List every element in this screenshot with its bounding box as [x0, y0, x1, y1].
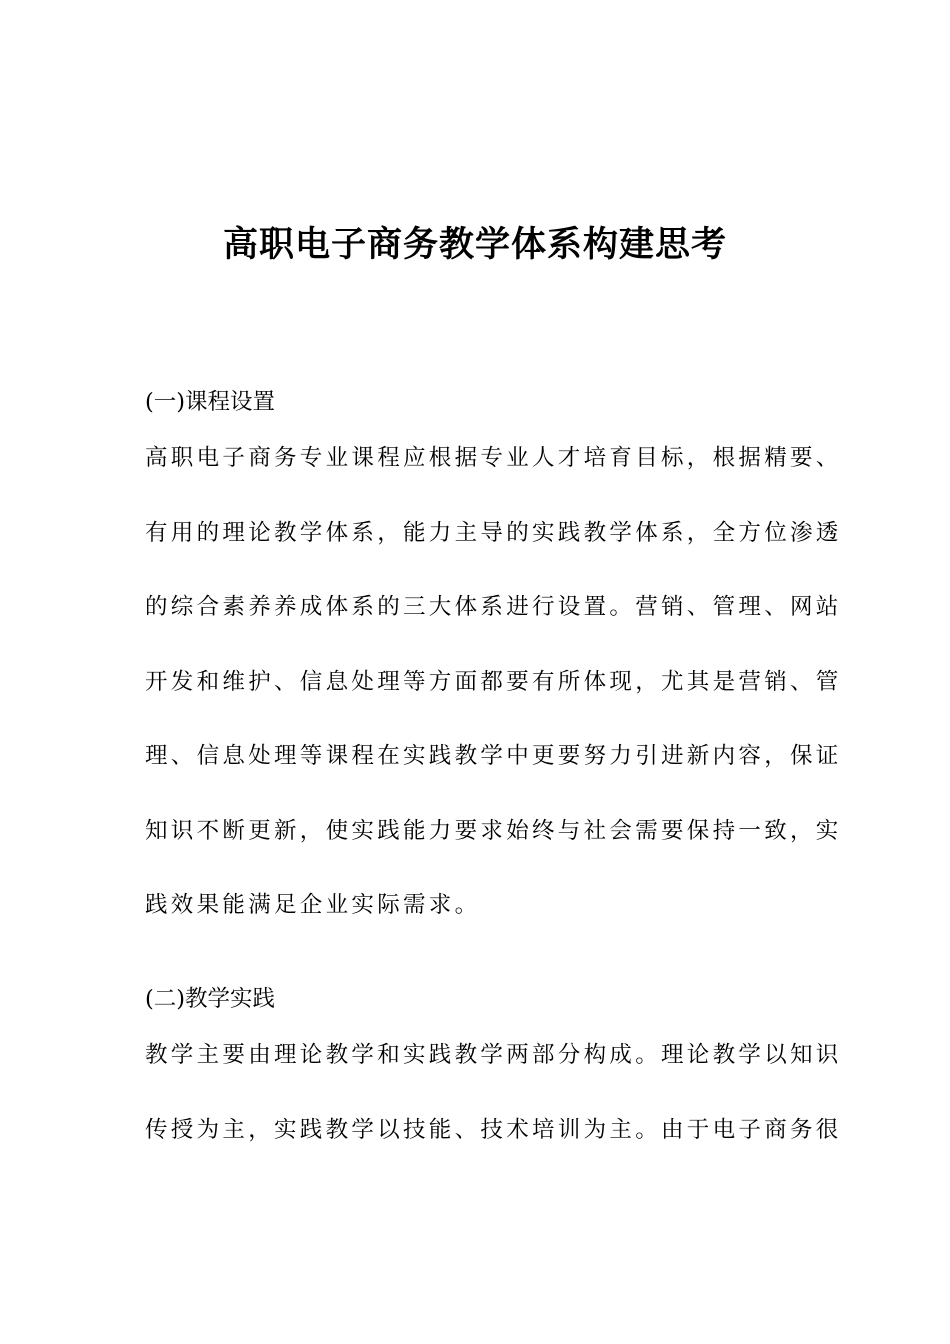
section-paragraph-course-setup	[145, 440, 842, 962]
paragraph-line: 理、信息处理等课程在实践教学中更要努力引进新内容，保证	[145, 743, 842, 769]
paragraph-line: 教学主要由理论教学和实践教学两部分构成。理论教学以知识	[145, 1042, 842, 1068]
section-paragraph-teaching-practice	[145, 1037, 842, 1186]
section-heading-course-setup: (一)课程设置	[145, 389, 276, 415]
paragraph-line: 高职电子商务专业课程应根据专业人才培育目标，根据精要、	[145, 445, 842, 471]
document-title: 高职电子商务教学体系构建思考	[222, 225, 727, 265]
paragraph-line: 有用的理论教学体系，能力主导的实践教学体系，全方位渗透	[145, 519, 842, 546]
paragraph-line: 践效果能满足企业实际需求。	[145, 892, 481, 918]
paragraph-line: 知识不断更新，使实践能力要求始终与社会需要保持一致，实	[145, 817, 842, 844]
paragraph-line: 传授为主，实践教学以技能、技术培训为主。由于电子商务很	[145, 1116, 842, 1143]
paragraph-line: 的综合素养养成体系的三大体系进行设置。营销、管理、网站	[145, 594, 842, 620]
paragraph-line: 开发和维护、信息处理等方面都要有所体现，尤其是营销、管	[145, 668, 842, 695]
section-heading-teaching-practice: (二)教学实践	[145, 986, 276, 1012]
